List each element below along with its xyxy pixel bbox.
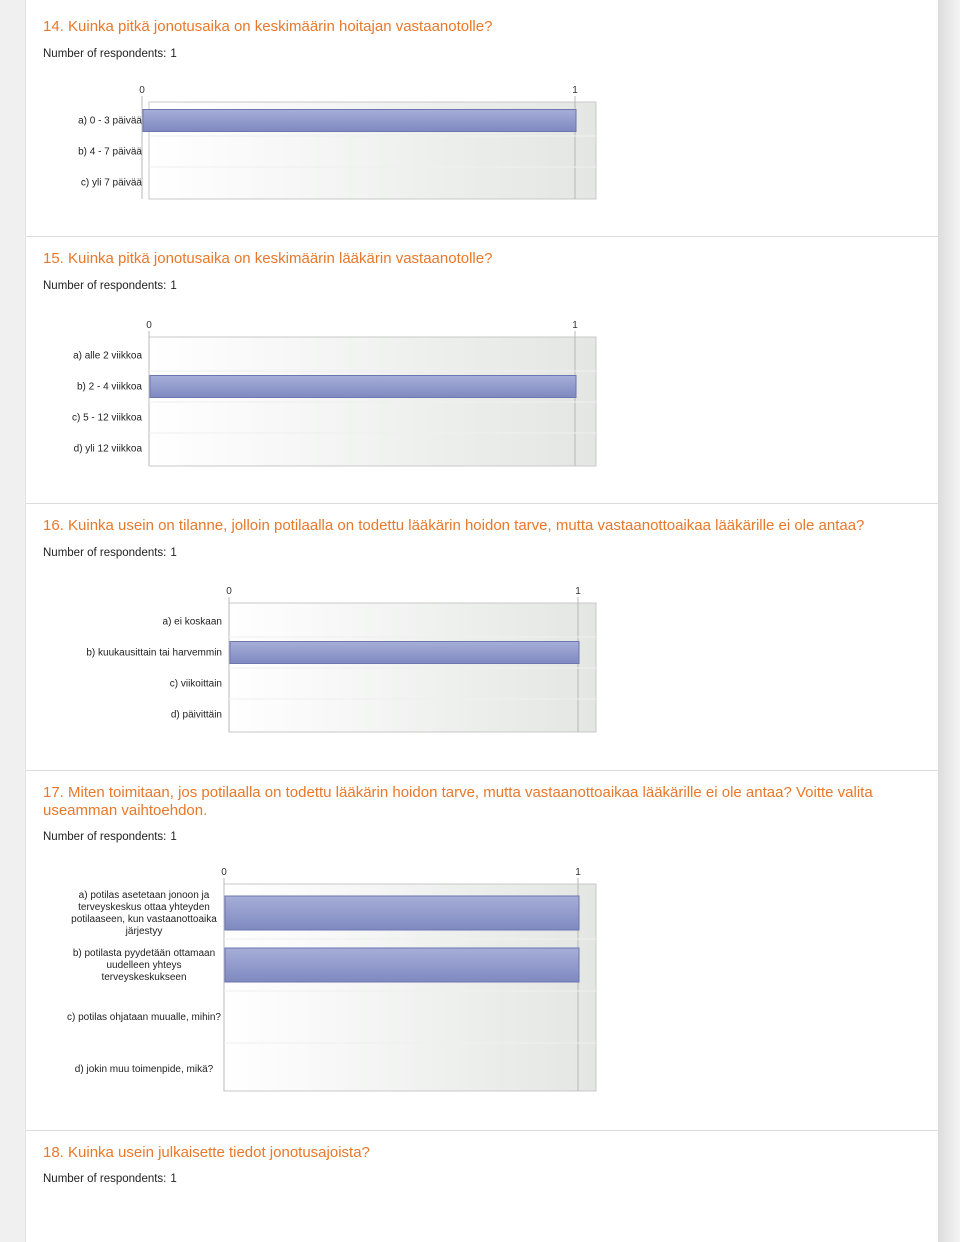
page-edge-shadow: [938, 0, 960, 1242]
category-label: a) potilas asetetaan jonoon ja: [78, 890, 210, 901]
respondents-value: 1: [170, 831, 177, 843]
category-label: b) 4 - 7 päivää: [78, 146, 142, 158]
tick-label: 0: [139, 85, 145, 96]
respondents-value: 1: [170, 280, 177, 292]
respondents-label: Number of respondents:: [43, 1173, 167, 1185]
question-title: 14. Kuinka pitkä jonotusaika on keskimäärin hoitajan vastaanotolle?: [43, 18, 493, 35]
category-label: a) ei koskaan: [162, 616, 222, 628]
category-label: c) viikoittain: [169, 678, 222, 690]
category-label: a) 0 - 3 päivää: [78, 115, 142, 127]
category-label: d) jokin muu toimenpide, mikä?: [74, 1064, 214, 1075]
category-label: b) potilasta pyydetään ottamaan: [72, 948, 216, 959]
tick-label: 0: [226, 586, 232, 597]
bar: [143, 110, 576, 132]
category-label: uudelleen yhteys: [106, 960, 182, 971]
bar: [150, 376, 576, 398]
respondents-label: Number of respondents:: [43, 48, 167, 60]
question-title: 18. Kuinka usein julkaisette tiedot jonotusajoista?: [43, 1144, 370, 1161]
respondents-label: Number of respondents:: [43, 547, 167, 559]
category-label: c) yli 7 päivää: [80, 177, 142, 189]
category-label: b) kuukausittain tai harvemmin: [86, 647, 222, 659]
tick-label: 0: [146, 320, 152, 331]
q16-bar-chart: [26, 503, 938, 743]
respondents-value: 1: [170, 1173, 177, 1185]
category-label: potilaaseen, kun vastaanottoaika: [71, 914, 217, 925]
category-label: terveyskeskukseen: [101, 972, 187, 983]
category-label: c) 5 - 12 viikkoa: [71, 412, 142, 424]
tick-label: 1: [575, 867, 581, 878]
respondents-value: 1: [170, 547, 177, 559]
q14-bar-chart: [26, 0, 938, 210]
category-label: järjestyy: [125, 926, 163, 937]
q15-bar-chart: [26, 236, 938, 476]
q17-bar-chart: [26, 770, 938, 1100]
question-title: 17. Miten toimitaan, jos potilaalla on todettu lääkärin hoidon tarve, mutta vastaanottoaikaa lääkärille ei ole antaa? Voitte valita useamman vaihtoehdon.: [43, 784, 873, 819]
category-label: b) 2 - 4 viikkoa: [76, 381, 142, 393]
respondents-count: [43, 1172, 443, 1186]
category-label: d) yli 12 viikkoa: [73, 443, 142, 455]
category-label: d) päivittäin: [170, 709, 222, 721]
tick-label: 1: [572, 320, 578, 331]
category-label: terveyskeskus ottaa yhteyden: [78, 902, 210, 913]
question-title: 15. Kuinka pitkä jonotusaika on keskimäärin lääkärin vastaanotolle?: [43, 250, 493, 267]
category-label: c) potilas ohjataan muualle, mihin?: [67, 1012, 221, 1023]
category-label: a) alle 2 viikkoa: [73, 350, 142, 362]
tick-label: 0: [221, 867, 227, 878]
bar: [225, 948, 579, 982]
respondents-value: 1: [170, 48, 177, 60]
tick-label: 1: [575, 586, 581, 597]
respondents-label: Number of respondents:: [43, 280, 167, 292]
bar: [225, 896, 579, 930]
respondents-label: Number of respondents:: [43, 831, 167, 843]
section-divider: [26, 1130, 938, 1131]
bar: [230, 642, 579, 664]
question-title: 16. Kuinka usein on tilanne, jolloin potilaalla on todettu lääkärin hoidon tarve, mutta vastaanottoaikaa lääkärille ei ole antaa?: [43, 517, 865, 534]
tick-label: 1: [572, 85, 578, 96]
survey-report-page: [25, 0, 939, 1242]
